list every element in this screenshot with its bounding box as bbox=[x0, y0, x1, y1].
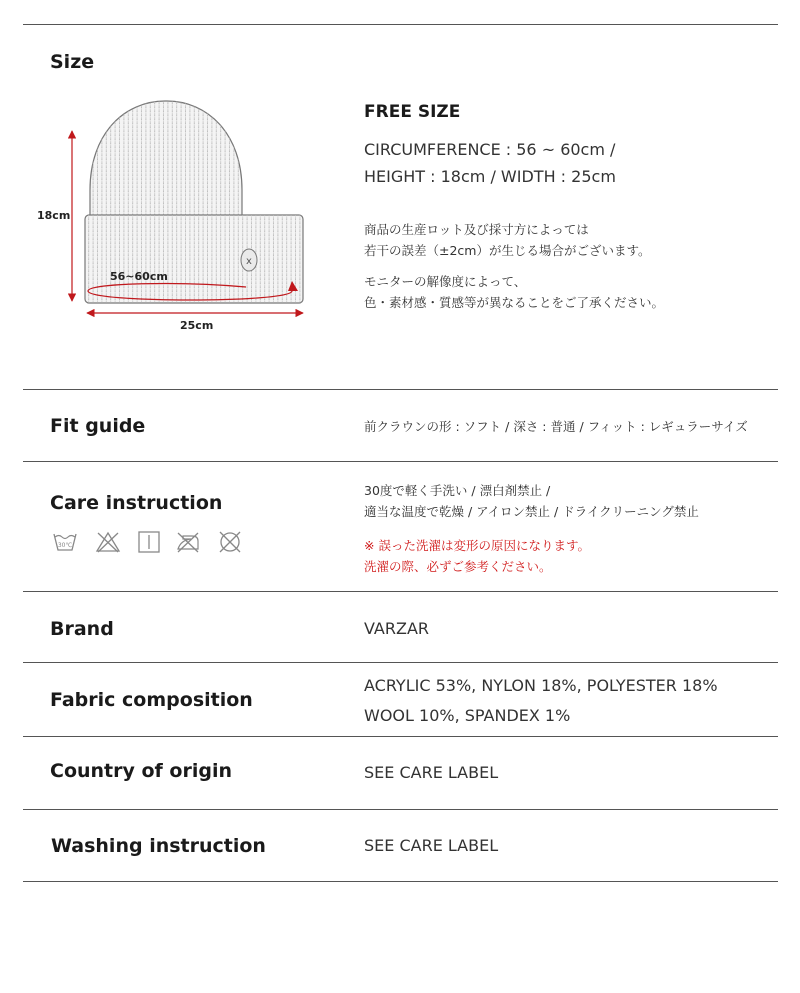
hand-wash-30-icon bbox=[52, 530, 78, 554]
size-note-1b: 若干の誤差（±2cm）が生じる場合がございます。 bbox=[364, 243, 651, 258]
fit-guide-title: Fit guide bbox=[50, 415, 146, 437]
washing-value: SEE CARE LABEL bbox=[364, 836, 499, 855]
brand-title: Brand bbox=[50, 618, 114, 640]
divider-fabric bbox=[23, 662, 778, 663]
care-line-2: 適当な温度で乾燥 / アイロン禁止 / ドライクリーニング禁止 bbox=[364, 504, 699, 519]
fit-guide-value: 前クラウンの形 : ソフト / 深さ : 普通 / フィット : レギュラーサイズ bbox=[364, 419, 748, 434]
fabric-line-2: WOOL 10%, SPANDEX 1% bbox=[364, 706, 571, 725]
no-dry-clean-icon bbox=[217, 530, 243, 554]
measure-line-2: HEIGHT : 18cm / WIDTH : 25cm bbox=[364, 167, 616, 186]
size-note-1a: 商品の生産ロット及び採寸方によっては bbox=[364, 222, 589, 237]
measure-line-1: CIRCUMFERENCE : 56 ~ 60cm / bbox=[364, 140, 616, 159]
size-note-2b: 色・素材感・質感等が異なることをご了承ください。 bbox=[364, 295, 665, 310]
care-warning-1: ※ 誤った洗濯は変形の原因になります。 bbox=[364, 538, 590, 553]
size-title: Size bbox=[50, 51, 95, 73]
beanie-diagram bbox=[30, 95, 330, 335]
no-bleach-icon bbox=[95, 530, 121, 554]
divider-fit bbox=[23, 389, 778, 390]
divider-origin bbox=[23, 736, 778, 737]
circumference-label: 56~60cm bbox=[110, 270, 168, 283]
width-label: 25cm bbox=[180, 319, 214, 332]
origin-value: SEE CARE LABEL bbox=[364, 763, 499, 782]
fabric-title: Fabric composition bbox=[50, 689, 253, 711]
tumble-dry-icon bbox=[136, 530, 162, 554]
fabric-line-1: ACRYLIC 53%, NYLON 18%, POLYESTER 18% bbox=[364, 676, 718, 695]
brand-badge-icon bbox=[241, 249, 257, 271]
origin-title: Country of origin bbox=[50, 760, 233, 782]
divider-brand bbox=[23, 591, 778, 592]
washing-title: Washing instruction bbox=[51, 835, 266, 857]
divider-bottom bbox=[23, 881, 778, 882]
height-label: 18cm bbox=[37, 209, 71, 222]
brand-value: VARZAR bbox=[364, 619, 430, 638]
size-note-2a: モニターの解像度によって、 bbox=[364, 274, 527, 289]
care-line-1: 30度で軽く手洗い / 漂白剤禁止 / bbox=[364, 483, 551, 498]
no-iron-icon bbox=[175, 530, 201, 554]
divider-top bbox=[23, 24, 778, 25]
svg-text:30℃: 30℃ bbox=[57, 542, 73, 549]
free-size-heading: FREE SIZE bbox=[364, 102, 461, 122]
svg-text:x: x bbox=[246, 256, 252, 267]
care-warning-2: 洗濯の際、必ずご参考ください。 bbox=[364, 559, 552, 574]
divider-care bbox=[23, 461, 778, 462]
divider-washing bbox=[23, 809, 778, 810]
care-title: Care instruction bbox=[50, 492, 223, 514]
